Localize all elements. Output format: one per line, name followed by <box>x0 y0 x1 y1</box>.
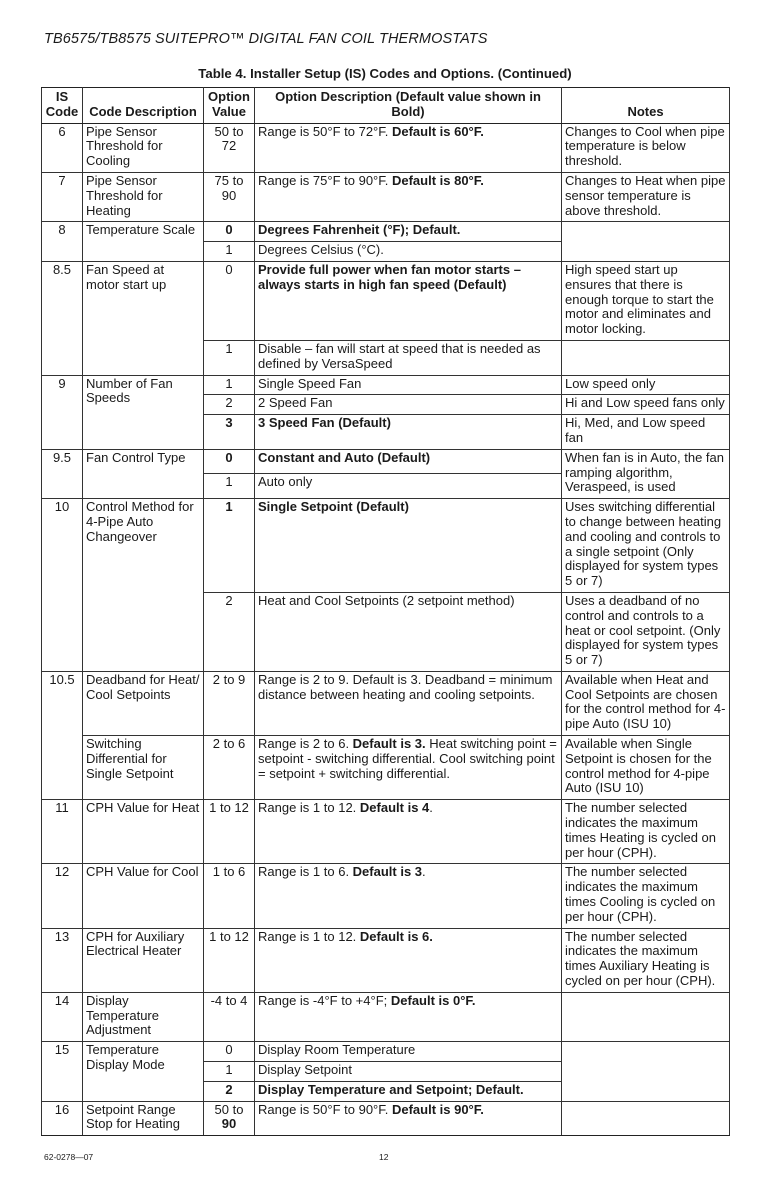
description-cell: CPH Value for Cool <box>83 864 204 928</box>
option-text: . <box>429 800 433 816</box>
option-cell <box>255 928 562 992</box>
notes-cell: When fan is in Auto, the fan ramping algorithm, Veraspeed, is used <box>562 449 730 498</box>
notes-cell: Hi, Med, and Low speed fan <box>562 415 730 450</box>
col-header-code: IS Code <box>42 88 83 124</box>
option-text: Range is 50°F to 72°F. <box>258 123 392 139</box>
option-default: Default is 6. <box>359 928 433 944</box>
value-cell <box>204 1101 255 1136</box>
value-cell: 1 <box>204 474 255 499</box>
description-cell: Display Temperature Adjustment <box>83 992 204 1041</box>
option-default: Default is 90°F. <box>391 1101 484 1117</box>
description-cell: Pipe Sensor Threshold for Cooling <box>83 123 204 172</box>
table-row <box>42 928 730 992</box>
description-cell: Deadband for Heat/ Cool Setpoints <box>83 671 204 735</box>
option-default: Degrees Fahrenheit (°F); Default. <box>258 222 461 238</box>
description-cell: Fan Speed at motor start up <box>83 261 204 375</box>
description-cell: Temperature Display Mode <box>83 1042 204 1101</box>
value-default: 90 <box>221 1116 237 1132</box>
notes-cell: High speed start up ensures that there is enough torque to start the motor and eliminates and motor locking. <box>562 261 730 340</box>
description-cell: Control Method for 4-Pipe Auto Changeover <box>83 499 204 672</box>
option-default: Provide full power when fan motor starts – always starts in high fan speed (Default) <box>258 261 521 292</box>
option-default: Display Temperature and Setpoint; Default. <box>258 1081 524 1097</box>
option-text: Range is 75°F to 90°F. <box>258 172 392 188</box>
value-default: 0 <box>225 222 233 238</box>
option-default: Constant and Auto (Default) <box>258 449 431 465</box>
value-cell: 0 <box>204 1042 255 1062</box>
value-default: 1 <box>225 499 233 515</box>
code-cell: 10.5 <box>42 671 83 799</box>
table-row <box>42 864 730 928</box>
document-number: 62-0278—07 <box>44 1152 94 1162</box>
option-cell <box>255 172 562 221</box>
document-header: TB6575/TB8575 SUITEPRO™ DIGITAL FAN COIL THERMOSTATS <box>44 31 488 47</box>
code-cell: 11 <box>42 800 83 864</box>
value-cell: 1 to 6 <box>204 864 255 928</box>
description-cell: Fan Control Type <box>83 449 204 498</box>
option-cell <box>255 992 562 1041</box>
option-text: Range is 1 to 6. <box>258 864 353 880</box>
option-cell <box>255 1101 562 1136</box>
option-default: Default is 0°F. <box>390 992 476 1008</box>
option-text: Range is 1 to 12. <box>258 800 360 816</box>
value-cell <box>204 449 255 474</box>
value-cell: 1 to 12 <box>204 800 255 864</box>
table-row <box>42 736 730 800</box>
code-cell: 12 <box>42 864 83 928</box>
notes-cell: Uses switching differential to change between heating and cooling and controls to a single setpoint (Only displayed for system types 5 or 7) <box>562 499 730 593</box>
value-cell <box>204 222 255 242</box>
option-cell <box>255 499 562 593</box>
table-row <box>42 800 730 864</box>
description-cell: Setpoint Range Stop for Heating <box>83 1101 204 1136</box>
description-cell: Switching Differential for Single Setpoint <box>83 736 204 800</box>
code-cell: 13 <box>42 928 83 992</box>
code-cell: 6 <box>42 123 83 172</box>
table-row <box>42 1042 730 1062</box>
value-cell: -4 to 4 <box>204 992 255 1041</box>
option-cell <box>255 222 562 242</box>
table-row <box>42 499 730 593</box>
option-cell <box>255 800 562 864</box>
option-cell: Degrees Celsius (°C). <box>255 242 562 262</box>
value-default: 3 <box>225 415 233 431</box>
option-text: Range is 1 to 12. <box>258 928 360 944</box>
notes-cell <box>562 992 730 1041</box>
table-row <box>42 261 730 340</box>
col-header-description: Code Description <box>83 88 204 124</box>
notes-cell <box>562 1042 730 1101</box>
value-cell: 1 <box>204 1062 255 1082</box>
table-row <box>42 671 730 735</box>
value-cell: 75 to 90 <box>204 172 255 221</box>
col-header-value: Option Value <box>204 88 255 124</box>
table-caption: Table 4. Installer Setup (IS) Codes and Options. (Continued) <box>198 66 572 81</box>
option-cell: Auto only <box>255 474 562 499</box>
description-cell: CPH for Auxiliary Electrical Heater <box>83 928 204 992</box>
option-default: Single Setpoint (Default) <box>258 499 409 515</box>
notes-cell: The number selected indicates the maximum times Cooling is cycled on per hour (CPH). <box>562 864 730 928</box>
value-cell <box>204 415 255 450</box>
table-row <box>42 992 730 1041</box>
code-cell: 7 <box>42 172 83 221</box>
option-default: Default is 3 <box>352 864 423 880</box>
table-row <box>42 375 730 395</box>
notes-cell: The number selected indicates the maximum times Heating is cycled on per hour (CPH). <box>562 800 730 864</box>
notes-cell <box>562 1101 730 1136</box>
option-default: 3 Speed Fan (Default) <box>258 415 391 431</box>
col-header-notes: Notes <box>562 88 730 124</box>
notes-cell: Available when Single Setpoint is chosen for the control method for 4-pipe Auto (ISU 10) <box>562 736 730 800</box>
table-row <box>42 172 730 221</box>
notes-cell: Low speed only <box>562 375 730 395</box>
option-cell: Display Room Temperature <box>255 1042 562 1062</box>
option-default: Default is 4 <box>359 800 430 816</box>
notes-cell: Available when Heat and Cool Setpoints are chosen for the control method for 4-pipe Auto (ISU 10) <box>562 671 730 735</box>
notes-cell <box>562 222 730 262</box>
option-default: Default is 3. <box>352 736 426 752</box>
option-cell: Display Setpoint <box>255 1062 562 1082</box>
code-cell: 9 <box>42 375 83 449</box>
value-cell: 50 to 72 <box>204 123 255 172</box>
option-cell <box>255 261 562 340</box>
code-cell: 15 <box>42 1042 83 1101</box>
table-row <box>42 222 730 242</box>
option-cell: Disable – fan will start at speed that is needed as defined by VersaSpeed <box>255 340 562 375</box>
option-text: Range is 50°F to 90°F. <box>258 1101 392 1117</box>
code-cell: 8 <box>42 222 83 262</box>
option-cell <box>255 1081 562 1101</box>
option-cell <box>255 123 562 172</box>
description-cell: Pipe Sensor Threshold for Heating <box>83 172 204 221</box>
value-cell: 1 to 12 <box>204 928 255 992</box>
option-default: Default is 80°F. <box>391 172 484 188</box>
option-text: Range is 2 to 6. <box>258 736 353 752</box>
value-cell <box>204 1081 255 1101</box>
code-cell: 16 <box>42 1101 83 1136</box>
option-default: Default is 60°F. <box>391 123 484 139</box>
installer-setup-table <box>41 87 730 1136</box>
value-cell: 2 <box>204 592 255 671</box>
description-cell: Temperature Scale <box>83 222 204 262</box>
description-cell: CPH Value for Heat <box>83 800 204 864</box>
option-cell: Single Speed Fan <box>255 375 562 395</box>
option-cell <box>255 449 562 474</box>
option-text: Range is -4°F to +4°F; <box>258 992 391 1008</box>
table-row <box>42 449 730 474</box>
code-cell: 9.5 <box>42 449 83 498</box>
value-default: 2 <box>225 1081 233 1097</box>
option-cell <box>255 736 562 800</box>
value-cell: 2 <box>204 395 255 415</box>
page-number: 12 <box>379 1152 389 1162</box>
code-cell: 8.5 <box>42 261 83 375</box>
value-cell: 2 to 6 <box>204 736 255 800</box>
value-cell: 1 <box>204 375 255 395</box>
option-cell <box>255 415 562 450</box>
table-row <box>42 123 730 172</box>
value-cell: 0 <box>204 261 255 340</box>
value-default: 0 <box>225 449 233 465</box>
option-cell <box>255 864 562 928</box>
table-row <box>42 1101 730 1136</box>
notes-cell: Hi and Low speed fans only <box>562 395 730 415</box>
option-text: . <box>422 864 426 880</box>
option-cell: Range is 2 to 9. Default is 3. Deadband = minimum distance between heating and cooling setpoints. <box>255 671 562 735</box>
notes-cell: Changes to Heat when pipe sensor temperature is above threshold. <box>562 172 730 221</box>
option-cell: Heat and Cool Setpoints (2 setpoint method) <box>255 592 562 671</box>
option-cell: 2 Speed Fan <box>255 395 562 415</box>
value-cell: 1 <box>204 242 255 262</box>
notes-cell: Changes to Cool when pipe temperature is below threshold. <box>562 123 730 172</box>
description-cell: Number of Fan Speeds <box>83 375 204 449</box>
value-cell: 2 to 9 <box>204 671 255 735</box>
value-cell <box>204 499 255 593</box>
notes-cell: Uses a deadband of no control and controls to a heat or cool setpoint. (Only displayed for system types 5 or 7) <box>562 592 730 671</box>
table-header-row <box>42 88 730 124</box>
notes-cell <box>562 340 730 375</box>
code-cell: 10 <box>42 499 83 672</box>
notes-cell: The number selected indicates the maximum times Auxiliary Heating is cycled on per hour (CPH). <box>562 928 730 992</box>
code-cell: 14 <box>42 992 83 1041</box>
option-text: Heat switching point = setpoint - switching differential. Cool switching point = setpoint + switching differential. <box>258 736 557 781</box>
value-text: 50 to <box>214 1101 244 1117</box>
value-cell: 1 <box>204 340 255 375</box>
col-header-option: Option Description (Default value shown in Bold) <box>255 88 562 124</box>
